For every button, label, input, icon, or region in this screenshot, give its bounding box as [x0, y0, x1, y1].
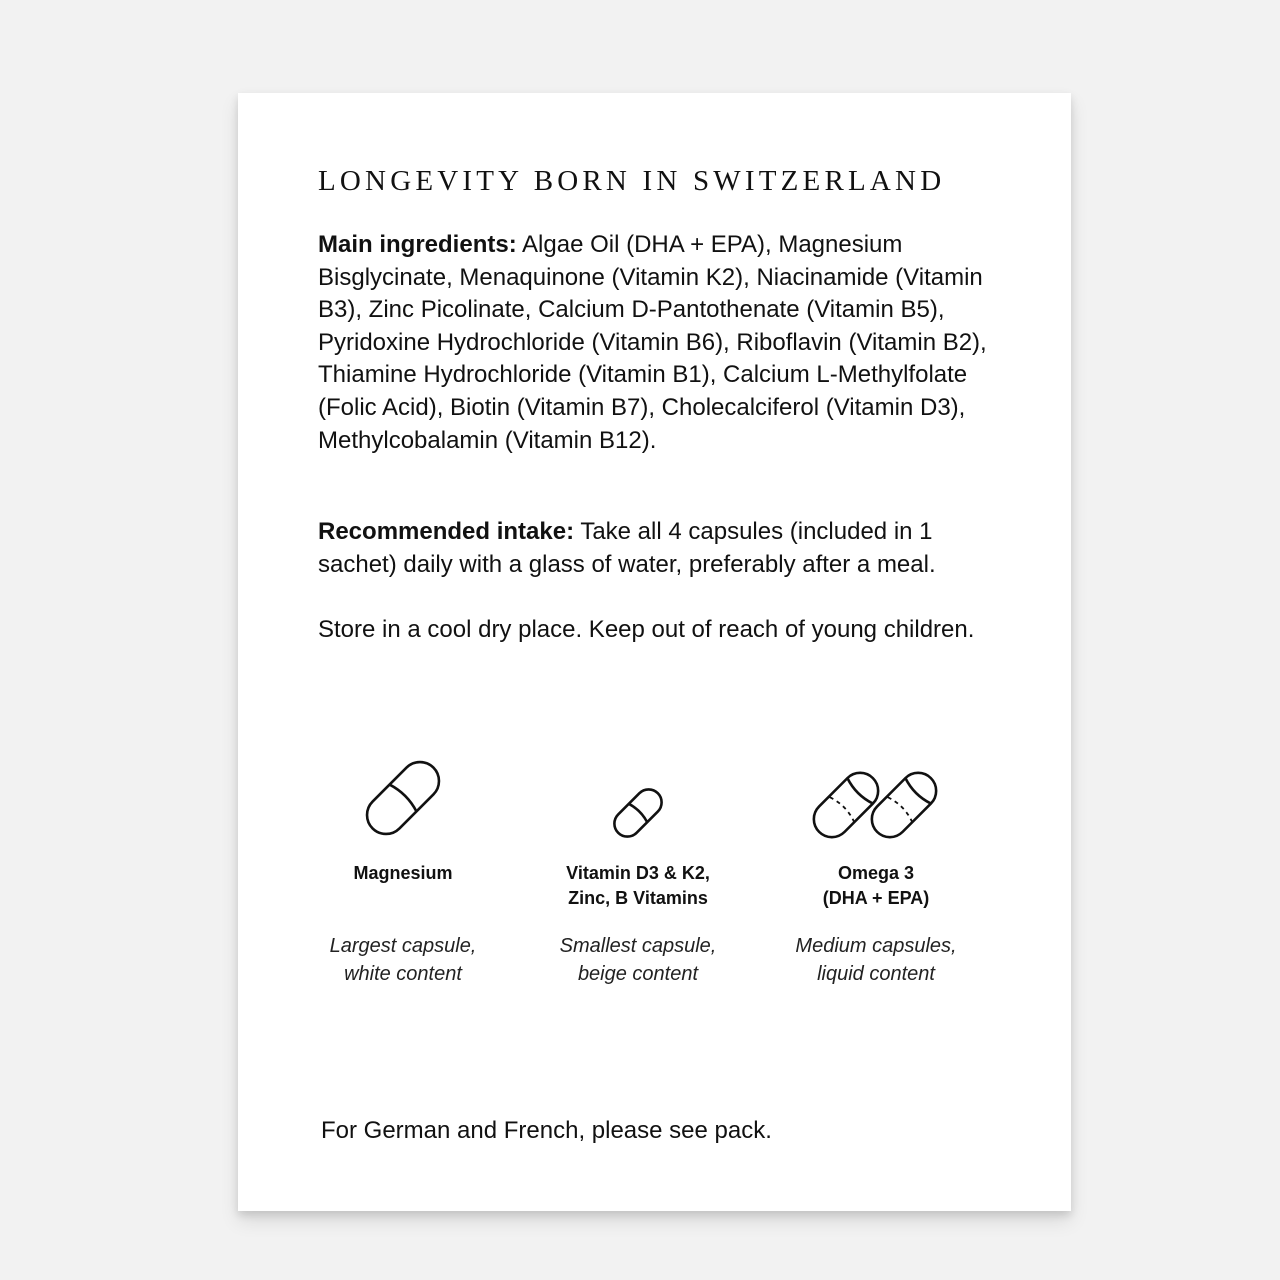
capsule-description-line-2: beige content	[577, 962, 699, 985]
main-ingredients-label: Main ingredients:	[318, 231, 517, 258]
recommended-intake-label: Recommended intake:	[318, 518, 575, 545]
recommended-intake-instructions: Take all 4 capsules (included in 1 sachet) daily with a glass of water, preferably after a meal.	[318, 518, 936, 578]
large-capsule-icon	[283, 748, 523, 843]
capsule-item-magnesium	[283, 748, 523, 988]
main-ingredients-text	[318, 229, 1008, 457]
capsule-name-line-2: (DHA + EPA)	[822, 887, 930, 908]
capsule-name	[518, 861, 758, 911]
product-info-card	[238, 93, 1071, 1211]
capsule-item-vitamins	[518, 748, 758, 988]
capsule-guide	[283, 748, 1013, 1008]
capsule-name	[756, 861, 996, 911]
capsule-description-line-1: Largest capsule,	[329, 935, 477, 957]
capsule-name-line-1: Omega 3	[837, 863, 915, 883]
capsule-name-line-1: Vitamin D3 & K2,	[566, 863, 710, 883]
double-softgel-icon	[756, 748, 996, 843]
capsule-description-line-1: Medium capsules,	[795, 935, 957, 957]
page-title: LONGEVITY BORN IN SWITZERLAND	[318, 165, 946, 197]
small-capsule-icon	[518, 748, 758, 843]
capsule-name	[283, 861, 523, 911]
capsule-description	[518, 933, 758, 988]
capsule-name-line-1: Magnesium	[353, 863, 453, 883]
capsule-item-omega-3	[756, 748, 996, 988]
storage-instructions: Store in a cool dry place. Keep out of reach of young children.	[318, 616, 975, 643]
capsule-description	[756, 933, 996, 988]
capsule-description-line-2: white content	[344, 962, 462, 985]
capsule-description-line-2: liquid content	[817, 962, 935, 985]
main-ingredients-list: Algae Oil (DHA + EPA), Magnesium Bisglycinate, Menaquinone (Vitamin K2), Niacinamide (Vitamin B3), Zinc Picolinate, Calcium D-Pantothenate (Vitamin B5), Pyridoxine Hydrochloride (Vitamin B6), Riboflavin (Vitamin B2), Thiamine Hydrochloride (Vitamin B1), Calcium L-Methylfolate (Folic Acid), Biotin (Vitamin B7), Cholecalciferol (Vitamin D3), Methylcobalamin (Vitamin B12).	[318, 231, 987, 454]
capsule-description	[283, 933, 523, 988]
capsule-name-line-2: Zinc, B Vitamins	[568, 887, 708, 908]
recommended-intake-text	[318, 516, 1008, 581]
capsule-description-line-1: Smallest capsule,	[559, 935, 717, 957]
language-note: For German and French, please see pack.	[321, 1117, 772, 1144]
